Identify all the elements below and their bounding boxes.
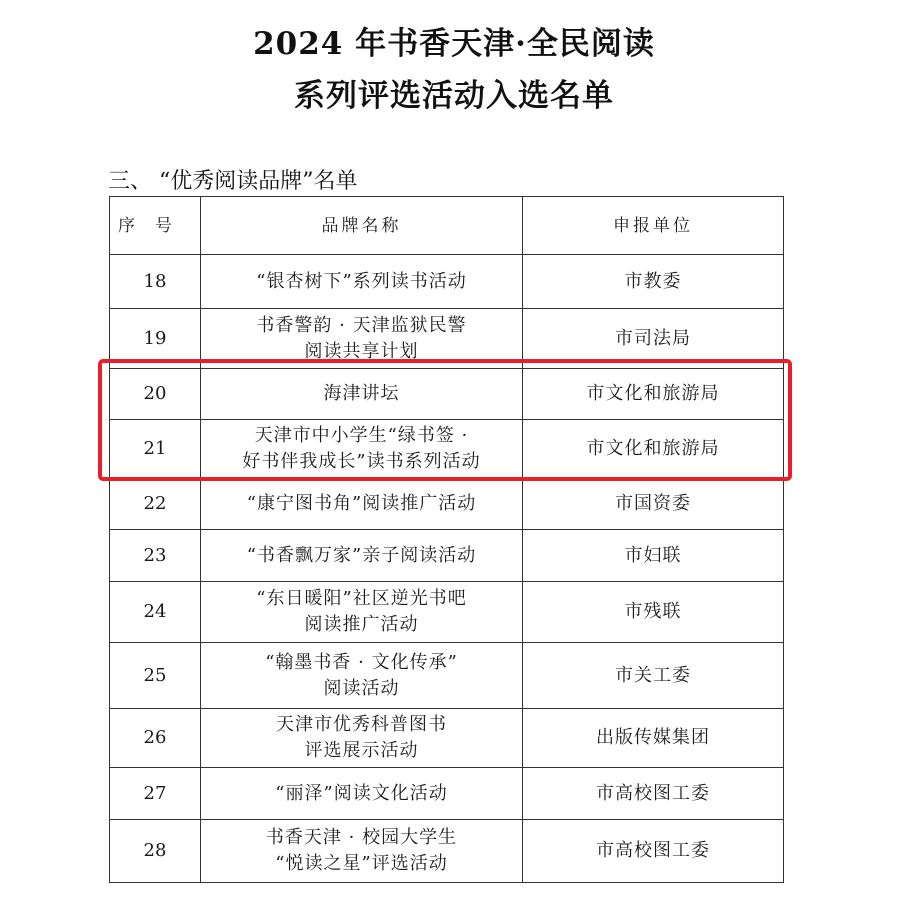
header-seq: 序号 xyxy=(110,197,201,255)
brand-name-line: 天津市中小学生“绿书签 · xyxy=(254,425,469,446)
brand-name-line: “翰墨书香 · 文化传承” xyxy=(265,651,458,673)
cell-unit: 市高校图工委 xyxy=(523,768,784,820)
brand-name-line: “丽泽”阅读文化活动 xyxy=(275,782,448,804)
table-row xyxy=(110,820,784,883)
document-title-line1: 2024 年书香天津·全民阅读 xyxy=(253,26,655,62)
brand-list-table xyxy=(109,196,784,883)
table-row xyxy=(110,709,784,768)
brand-name-line: “书香飘万家”亲子阅读活动 xyxy=(246,544,477,566)
cell-seq: 19 xyxy=(110,309,201,369)
section-heading: 三、 “优秀阅读品牌”名单 xyxy=(108,169,358,194)
cell-seq: 18 xyxy=(110,255,201,309)
table-row xyxy=(110,309,784,369)
table-row xyxy=(110,530,784,582)
brand-name-line: 好书伴我成长”读书系列活动 xyxy=(242,451,481,472)
brand-name-line: 海津讲坛 xyxy=(323,383,400,404)
brand-name-line: 阅读活动 xyxy=(323,677,400,699)
cell-seq: 24 xyxy=(110,582,201,643)
brand-name-line: “康宁图书角”阅读推广活动 xyxy=(246,493,477,514)
cell-seq: 27 xyxy=(110,768,201,820)
cell-unit: 市残联 xyxy=(523,582,784,643)
cell-unit: 市司法局 xyxy=(523,309,784,369)
cell-seq: 28 xyxy=(110,820,201,883)
cell-seq: 22 xyxy=(110,479,201,530)
table-row xyxy=(110,420,784,479)
cell-unit: 出版传媒集团 xyxy=(523,709,784,768)
brand-name-line: 阅读共享计划 xyxy=(304,340,419,362)
cell-brand xyxy=(201,820,523,883)
brand-name-line: 书香警韵 · 天津监狱民警 xyxy=(256,314,467,336)
cell-unit: 市文化和旅游局 xyxy=(523,420,784,479)
cell-seq: 23 xyxy=(110,530,201,582)
cell-seq: 25 xyxy=(110,643,201,709)
table-row xyxy=(110,768,784,820)
cell-seq: 21 xyxy=(110,420,201,479)
table-row xyxy=(110,479,784,530)
cell-brand xyxy=(201,768,523,820)
brand-name-line: 书香天津 · 校园大学生 xyxy=(265,827,458,848)
cell-brand xyxy=(201,643,523,709)
cell-brand xyxy=(201,530,523,582)
header-unit: 申报单位 xyxy=(523,197,784,255)
cell-unit: 市国资委 xyxy=(523,479,784,530)
table-row xyxy=(110,255,784,309)
cell-brand xyxy=(201,369,523,420)
cell-unit: 市高校图工委 xyxy=(523,820,784,883)
document-title-line2: 系列评选活动入选名单 xyxy=(294,78,614,114)
cell-unit: 市教委 xyxy=(523,255,784,309)
cell-brand xyxy=(201,582,523,643)
table-row xyxy=(110,582,784,643)
brand-name-line: 评选展示活动 xyxy=(304,740,419,761)
cell-brand xyxy=(201,309,523,369)
brand-name-line: “东日暖阳”社区逆光书吧 xyxy=(256,588,467,609)
cell-brand xyxy=(201,709,523,768)
cell-unit: 市妇联 xyxy=(523,530,784,582)
cell-unit: 市关工委 xyxy=(523,643,784,709)
table-body xyxy=(110,255,784,883)
brand-name-line: “悦读之星”评选活动 xyxy=(275,853,448,874)
brand-name-line: 阅读推广活动 xyxy=(304,614,419,635)
table-row xyxy=(110,643,784,709)
table-row xyxy=(110,369,784,420)
brand-name-line: 天津市优秀科普图书 xyxy=(276,714,447,735)
cell-brand xyxy=(201,479,523,530)
cell-seq: 20 xyxy=(110,369,201,420)
brand-name-line: “银杏树下”系列读书活动 xyxy=(256,270,467,292)
cell-seq: 26 xyxy=(110,709,201,768)
cell-unit: 市文化和旅游局 xyxy=(523,369,784,420)
cell-brand xyxy=(201,420,523,479)
table-header-row xyxy=(110,197,784,255)
cell-brand xyxy=(201,255,523,309)
header-brand: 品牌名称 xyxy=(201,197,523,255)
